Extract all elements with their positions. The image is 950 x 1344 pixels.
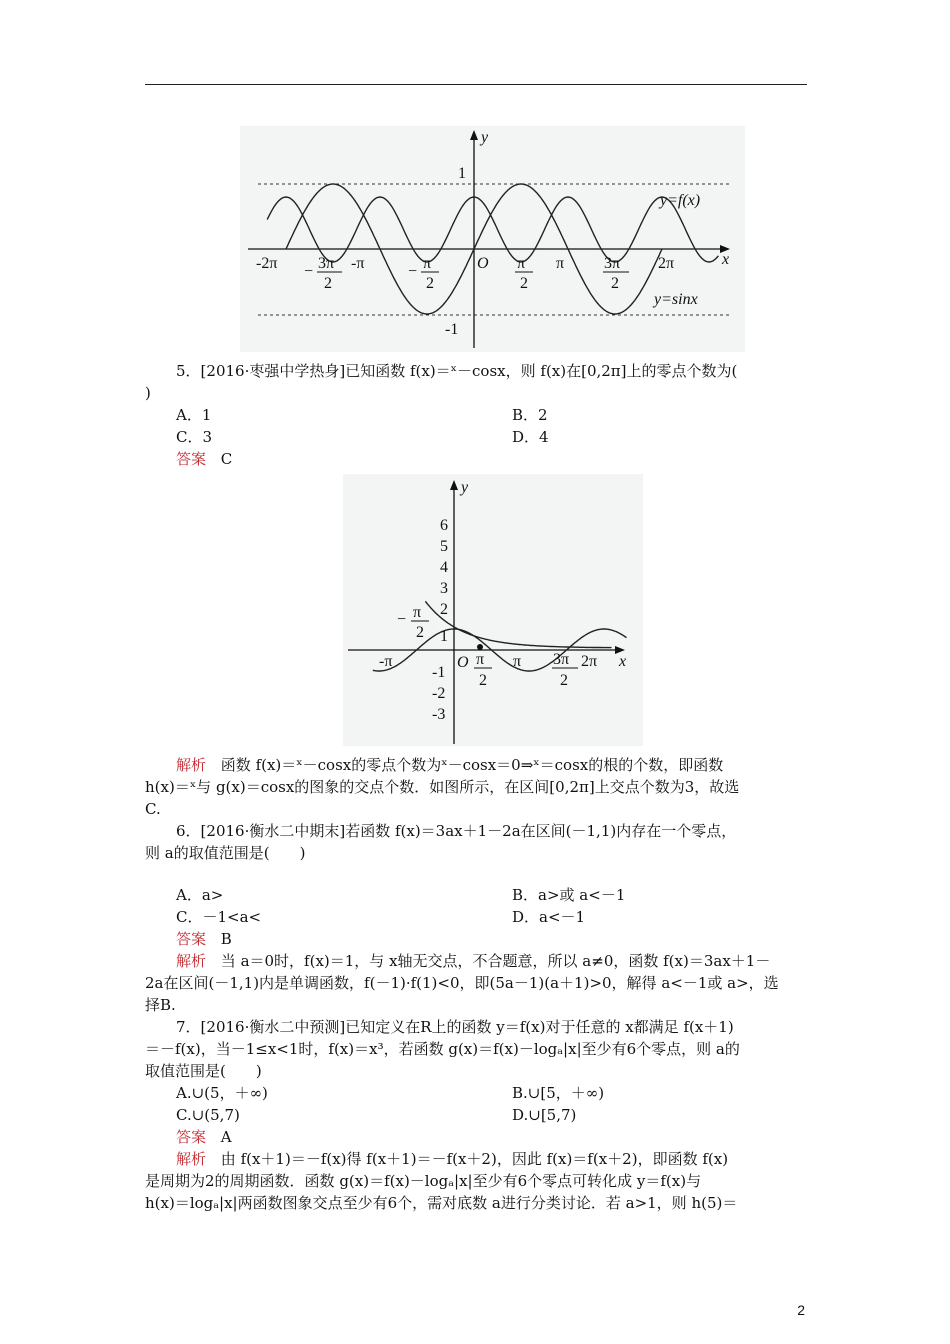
figure-cos-exp <box>343 474 643 746</box>
origin: O <box>457 654 469 671</box>
x-label: x <box>619 653 627 670</box>
y-tick-4: 4 <box>440 559 448 576</box>
tick-neg-pi2-den: 2 <box>426 275 434 292</box>
y-tick-5: 5 <box>440 538 448 555</box>
q6-analysis-line1 <box>176 950 770 972</box>
tick-3pi2-num: 3π <box>604 255 621 272</box>
x-tick-3pi2-num: 3π <box>553 651 570 668</box>
q6-option-a: A．a> <box>176 886 224 904</box>
q5-option-a: A．1 <box>176 406 212 424</box>
x-tick-pi2-den: 2 <box>479 672 487 689</box>
q7-analysis-line1 <box>176 1148 728 1170</box>
x-tick-2pi: 2π <box>581 653 598 670</box>
x-tick-pi2-num: π <box>476 651 485 668</box>
q7-option-c: C.∪(5,7) <box>176 1106 240 1124</box>
q7-answer-label: 答案 <box>176 1128 207 1146</box>
y-tick-neg1: -1 <box>432 664 446 681</box>
q5-analysis-line3: C. <box>145 800 161 818</box>
q5-option-d: D．4 <box>512 428 549 446</box>
y-label: y <box>461 479 469 496</box>
tick-pi2-den: 2 <box>520 275 528 292</box>
q7-analysis-line3: h(x)＝logₐ|x|两函数图象交点至少有6个，需对底数 a进行分类讨论．若 a>1，则 h(5)＝ <box>145 1194 738 1212</box>
tick-neg-2pi: -2π <box>256 255 278 272</box>
tick-neg-3pi2-den: 2 <box>324 275 332 292</box>
q6-answer-label: 答案 <box>176 930 207 948</box>
intersection-dot <box>477 644 483 650</box>
q6-answer-value: B <box>220 930 232 948</box>
label-neg-one: -1 <box>445 321 459 338</box>
q7-line3: 取值范围是( ) <box>145 1062 262 1080</box>
tick-3pi2-den: 2 <box>611 275 619 292</box>
y-tick-3: 3 <box>440 580 448 597</box>
tick-neg-pi2-num: π <box>423 255 432 272</box>
label-one: 1 <box>458 165 466 182</box>
q5-answer-value: C <box>220 450 233 468</box>
tick-2pi: 2π <box>658 255 675 272</box>
q6-option-b: B．a>或 a<－1 <box>512 886 626 904</box>
tick-pi2-num: π <box>517 255 526 272</box>
q7-option-a: A.∪(5，＋∞) <box>176 1084 268 1102</box>
y-tick-neg3: -3 <box>432 706 446 723</box>
q7-analysis-line2: 是周期为2的周期函数．函数 g(x)＝f(x)－logₐ|x|至少有6个零点可转化成 y＝f(x)与 <box>145 1172 702 1190</box>
q6-line2: 则 a的取值范围是( ) <box>145 844 306 862</box>
q5-analysis-line1 <box>176 754 723 776</box>
x-label: x <box>722 251 730 268</box>
neg-half-pi-num: π <box>413 604 422 621</box>
x-tick-neg-pi: -π <box>379 653 393 670</box>
tick-pi: π <box>556 255 565 272</box>
q5-line1: 5．[2016·枣强中学热身]已知函数 f(x)＝ˣ－cosx，则 f(x)在[0,2π]上的零点个数为( <box>176 362 738 380</box>
q5-analysis-label: 解析 <box>176 756 207 774</box>
y-tick-2: 2 <box>440 601 448 618</box>
q6-line1: 6．[2016·衡水二中期末]若函数 f(x)＝3ax＋1－2a在区间(－1,1)内存在一个零点， <box>176 822 737 840</box>
q6-option-d: D．a<－1 <box>512 908 586 926</box>
y-tick-6: 6 <box>440 517 448 534</box>
q7-line2: ＝－f(x)，当－1≤x<1时，f(x)＝x³，若函数 g(x)＝f(x)－logₐ|x|至少有6个零点，则 a的 <box>145 1040 740 1058</box>
neg-half-pi-den: 2 <box>416 624 424 641</box>
q7-option-b: B.∪[5，＋∞) <box>512 1084 605 1102</box>
q5-line2: ) <box>145 384 151 402</box>
tick-neg-pi2-sign: − <box>408 263 418 280</box>
label-fx: y=f(x) <box>660 192 701 209</box>
q7-analysis-label: 解析 <box>176 1150 207 1168</box>
tick-neg-pi: -π <box>351 255 365 272</box>
y-tick-1: 1 <box>440 628 448 645</box>
x-tick-pi: π <box>513 653 522 670</box>
tick-neg-3pi2-sign: − <box>304 263 314 280</box>
q5-option-b: B．2 <box>512 406 548 424</box>
origin: O <box>477 255 489 272</box>
x-tick-3pi2-den: 2 <box>560 672 568 689</box>
figure-sin-fx <box>240 126 745 352</box>
y-label: y <box>481 129 489 146</box>
header-rule <box>145 84 807 85</box>
q5-option-c: C．3 <box>176 428 213 446</box>
q6-option-c: C．－1<a< <box>176 908 262 926</box>
q5-answer-label: 答案 <box>176 450 207 468</box>
q6-analysis-text1: 当 a＝0时，f(x)＝1，与 x轴无交点，不合题意，所以 a≠0，函数 f(x)＝3ax＋1－ <box>220 952 771 970</box>
q7-option-d: D.∪[5,7) <box>512 1106 577 1124</box>
q6-analysis-line2: 2a在区间(－1,1)内是单调函数，f(－1)·f(1)<0，即(5a－1)(a＋1)>0，解得 a<－1或 a>，选 <box>145 974 779 992</box>
q5-analysis-line2: h(x)＝ˣ与 g(x)＝cosx的图象的交点个数．如图所示，在区间[0,2π]上交点个数为3，故选 <box>145 778 740 796</box>
q5-analysis-text1: 函数 f(x)＝ˣ－cosx的零点个数为ˣ－cosx＝0⇒ˣ＝cosx的根的个数，即函数 <box>220 756 724 774</box>
neg-half-pi-sign: − <box>397 611 407 628</box>
q5-answer <box>176 448 232 470</box>
q7-answer <box>176 1126 232 1148</box>
q7-analysis-text1: 由 f(x＋1)＝－f(x)得 f(x＋1)＝－f(x＋2)，因此 f(x)＝f(x＋2)，即函数 f(x) <box>220 1150 729 1168</box>
tick-neg-3pi2-num: 3π <box>318 255 335 272</box>
y-tick-neg2: -2 <box>432 685 446 702</box>
q6-analysis-line3: 择B. <box>145 996 176 1014</box>
q6-analysis-label: 解析 <box>176 952 207 970</box>
page-number: 2 <box>797 1302 805 1318</box>
label-sinx: y=sinx <box>654 291 698 308</box>
q6-answer <box>176 928 232 950</box>
q7-answer-value: A <box>220 1128 232 1146</box>
q7-line1: 7．[2016·衡水二中预测]已知定义在R上的函数 y＝f(x)对于任意的 x都满足 f(x＋1) <box>176 1018 734 1036</box>
